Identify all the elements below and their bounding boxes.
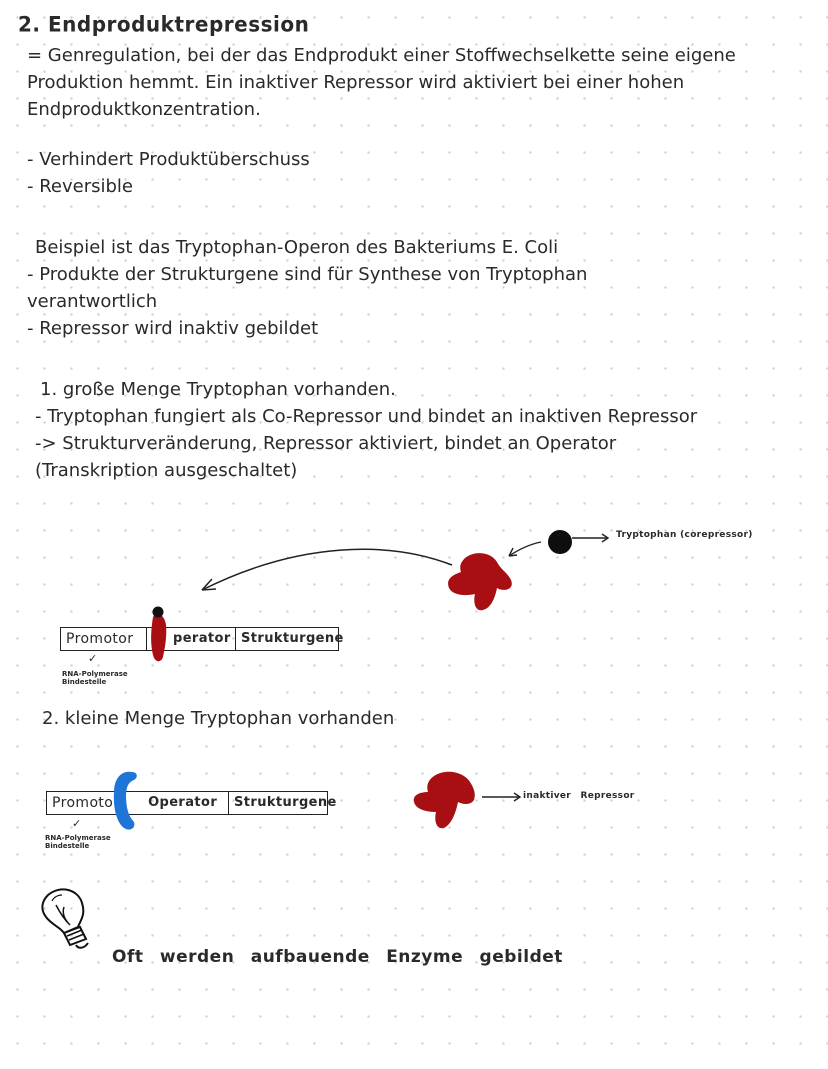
- rna-note-line: RNA-Polymerase: [45, 834, 111, 842]
- case2-title: 2. kleine Menge Tryptophan vorhanden: [42, 708, 395, 729]
- repressor-label: inaktiver Repressor: [523, 791, 635, 801]
- rna-note-line: Bindestelle: [45, 842, 90, 850]
- case1-title: 1. große Menge Tryptophan vorhanden.: [40, 379, 396, 400]
- case1-line: (Transkription ausgeschaltet): [35, 460, 298, 481]
- binding-arrow: [190, 535, 460, 605]
- strukturgene-cell: Strukturgene: [234, 795, 337, 810]
- operon-diagram-2: [46, 791, 337, 815]
- inactive-repressor: [412, 768, 484, 832]
- promotor-cell: Promotor: [61, 628, 147, 650]
- rna-note-1: [62, 670, 128, 686]
- operon-diagram-1: [60, 627, 344, 651]
- definition-block: [27, 42, 736, 123]
- case1-block: [35, 376, 697, 484]
- example-line: - Repressor wird inaktiv gebildet: [27, 318, 319, 339]
- example-line: Beispiel ist das Tryptophan-Operon des Bakteriums E. Coli: [35, 237, 559, 258]
- operator-cell: perator: [147, 628, 236, 650]
- operator-cell: Operator: [124, 792, 229, 814]
- rna-note-line: RNA-Polymerase: [62, 670, 128, 678]
- tryptophan-dot-bound: [153, 607, 164, 618]
- check-mark: ✓: [88, 652, 98, 665]
- active-repressor-bound: [145, 603, 175, 665]
- example-block: [35, 234, 558, 261]
- small-arrow: [505, 538, 545, 560]
- repressor-pointer: [480, 790, 524, 804]
- definition-line: = Genregulation, bei der das Endprodukt einer Stoffwechselkette seine eigene: [27, 45, 736, 66]
- example-details: [27, 261, 587, 342]
- promotor-cell: Promoto: [47, 792, 124, 814]
- lightbulb-icon: [34, 885, 104, 955]
- rna-polymerase: [108, 766, 140, 834]
- bullet-item: - Reversible: [27, 176, 133, 197]
- heading: 2. Endproduktrepression: [18, 11, 310, 37]
- rna-note-line: Bindestelle: [62, 678, 107, 686]
- strukturgene-cell: Strukturgene: [241, 631, 344, 646]
- bullet-item: - Verhindert Produktüberschuss: [27, 149, 310, 170]
- bullet-list: [27, 146, 310, 200]
- example-line: verantwortlich: [27, 291, 158, 312]
- tryptophan-label: Tryptophan (corepressor): [616, 530, 753, 540]
- tryptophan-pointer: [546, 528, 616, 556]
- case1-line: -> Strukturveränderung, Repressor aktiviert, bindet an Operator: [35, 433, 617, 454]
- rna-note-2: [45, 834, 111, 850]
- tryptophan-dot: [548, 530, 572, 554]
- case1-line: - Tryptophan fungiert als Co-Repressor und bindet an inaktiven Repressor: [35, 406, 698, 427]
- definition-line: Produktion hemmt. Ein inaktiver Repressor wird aktiviert bei einer hohen: [27, 72, 685, 93]
- example-line: - Produkte der Strukturgene sind für Synthese von Tryptophan: [27, 264, 588, 285]
- tip-note: Oft werden aufbauende Enzyme gebildet: [112, 947, 563, 967]
- definition-line: Endproduktkonzentration.: [27, 99, 261, 120]
- check-mark: ✓: [72, 817, 82, 830]
